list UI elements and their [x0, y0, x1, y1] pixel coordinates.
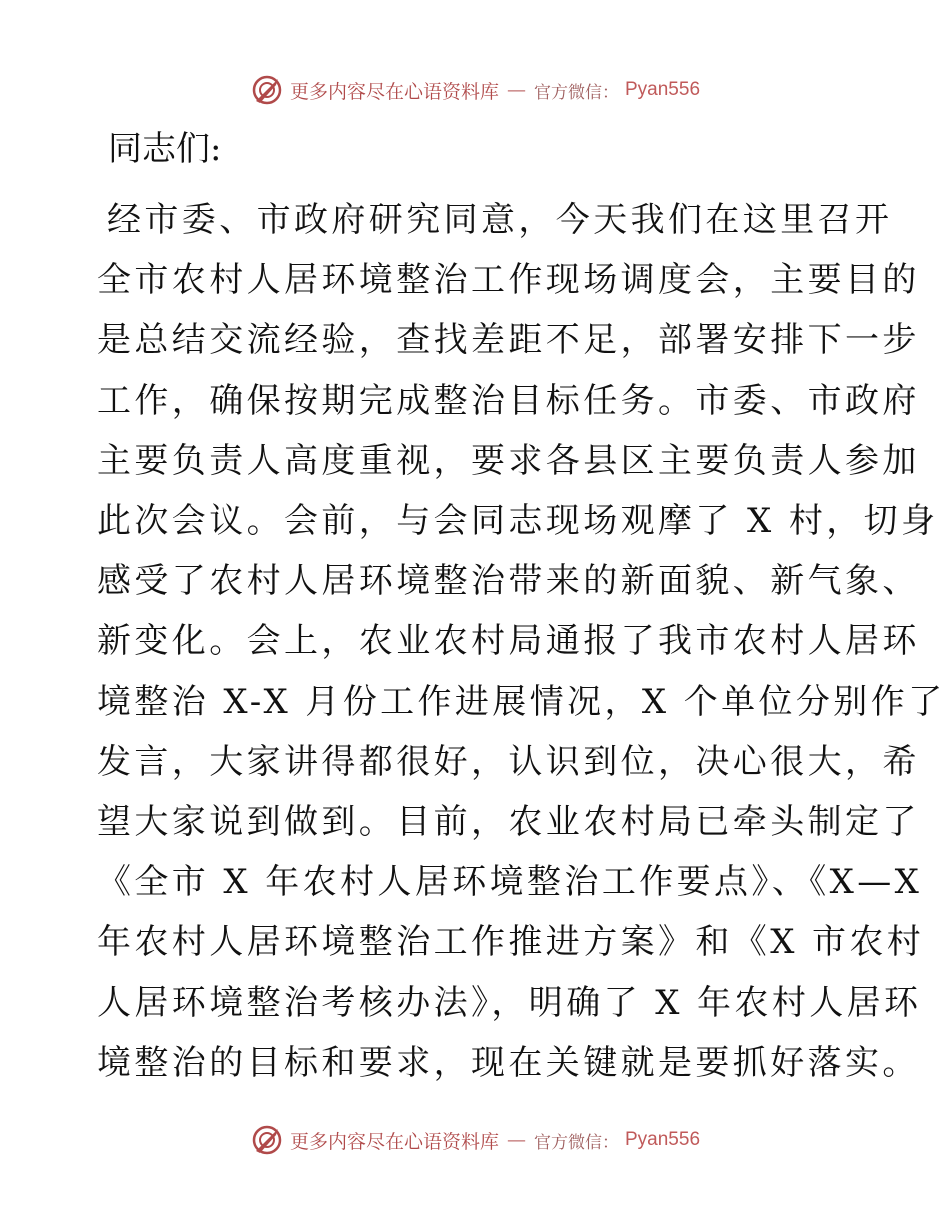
body-line: 全市农村人居环境整治工作现场调度会，主要目的 — [97, 260, 920, 301]
body-line: 此次会议。会前，与会同志现场观摩了 X 村，切身 — [97, 501, 939, 542]
watermark-text: 更多内容尽在心语资料库 — [289, 1130, 499, 1153]
body-line: 工作，确保按期完成整治目标任务。市委、市政府 — [97, 380, 920, 421]
watermark-id: Pyan556 — [625, 79, 701, 100]
body-line: 新变化。会上，农业农村局通报了我市农村人居环 — [97, 621, 920, 662]
pen-logo-icon — [250, 1123, 284, 1157]
salutation: 同志们: — [108, 129, 222, 169]
footer-watermark — [0, 1120, 950, 1160]
body-paragraph — [97, 190, 946, 1093]
body-line: 经市委、市政府研究同意，今天我们在这里召开 — [107, 200, 893, 240]
body-line: 是总结交流经验，查找差距不足，部署安排下一步 — [97, 320, 920, 361]
body-line: 境整治的目标和要求，现在关键就是要抓好落实。 — [97, 1042, 920, 1083]
watermark-id: Pyan556 — [625, 1129, 701, 1150]
watermark-label: 官方微信： — [534, 1132, 619, 1153]
body-line: 年农村人居环境整治工作推进方案》和《X 市农村 — [97, 922, 925, 963]
body-line: 感受了农村人居环境整治带来的新面貌、新气象、 — [97, 561, 920, 602]
watermark-separator: — — [507, 79, 526, 101]
body-line: 主要负责人高度重视，要求各县区主要负责人参加 — [97, 440, 920, 481]
header-watermark — [0, 70, 950, 110]
body-line: 《全市 X 年农村人居环境整治工作要点》、《X—X — [97, 862, 923, 903]
body-line: 望大家说到做到。目前，农业农村局已牵头制定了 — [97, 802, 920, 843]
watermark-label: 官方微信： — [534, 82, 619, 103]
watermark-text: 更多内容尽在心语资料库 — [289, 80, 499, 103]
body-line: 人居环境整治考核办法》，明确了 X 年农村人居环 — [97, 982, 922, 1023]
pen-logo-icon — [250, 73, 284, 107]
watermark-separator: — — [507, 1129, 526, 1151]
body-line: 境整治 X-X 月份工作进展情况，X 个单位分别作了 — [97, 681, 946, 722]
body-line: 发言，大家讲得都很好，认识到位，决心很大，希 — [97, 741, 920, 782]
